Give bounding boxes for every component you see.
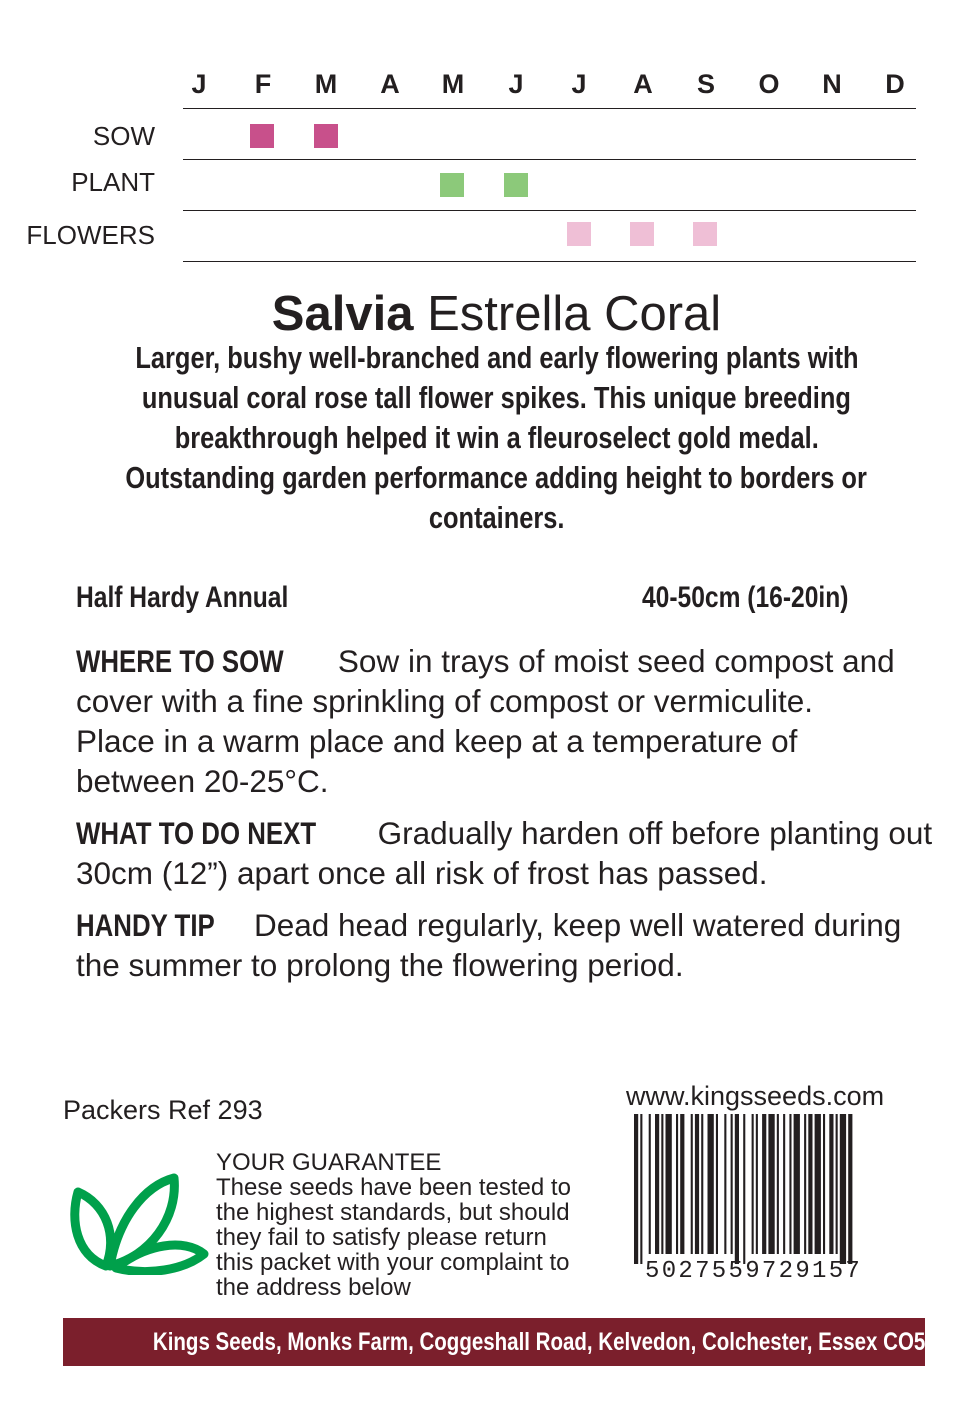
guarantee-line: they fail to satisfy please return: [216, 1224, 547, 1251]
guarantee-title: YOUR GUARANTEE: [216, 1149, 442, 1176]
month-label: A: [380, 69, 400, 99]
guarantee-line: the highest standards, but should: [216, 1199, 570, 1226]
description-line: Outstanding garden performance adding height to borders or: [125, 460, 868, 495]
calendar-row-label-flowers: FLOWERS: [26, 220, 155, 250]
month-label: J: [508, 69, 524, 99]
calendar-row-label-plant: PLANT: [71, 167, 155, 197]
website-url: www.kingsseeds.com: [626, 1081, 885, 1111]
footer-address-bar: [63, 1318, 973, 1366]
month-label: O: [758, 69, 780, 99]
handy-tip-text: Dead head regularly, keep well watered during: [245, 907, 902, 943]
calendar-row-label-sow: SOW: [92, 121, 155, 151]
product-variety: Estrella Coral: [427, 287, 722, 341]
what-to-do-next-heading: WHAT TO DO NEXT: [76, 815, 317, 851]
calendar-mark-flowers: [693, 222, 717, 246]
description-line: breakthrough helped it win a fleuroselect gold medal.: [174, 420, 819, 455]
handy-tip-heading: HANDY TIP: [76, 907, 215, 943]
calendar-mark-sow: [314, 124, 338, 148]
barcode-bars: [632, 1114, 922, 1264]
handy-tip-text: the summer to prolong the flowering period.: [76, 947, 684, 983]
calendar-divider: [183, 210, 916, 211]
month-label: N: [822, 69, 842, 99]
guarantee-line: These seeds have been tested to: [216, 1174, 571, 1201]
calendar-divider: [183, 159, 916, 160]
calendar-mark-plant: [440, 173, 464, 197]
month-label: D: [885, 69, 905, 99]
calendar-divider: [183, 108, 916, 109]
calendar-mark-plant: [504, 173, 528, 197]
month-label: M: [314, 69, 338, 99]
month-label: F: [254, 69, 272, 99]
description-line: Larger, bushy well-branched and early flowering plants with: [134, 340, 859, 375]
where-to-sow-text: cover with a fine sprinkling of compost or vermiculite.: [76, 683, 814, 719]
guarantee-line: this packet with your complaint to: [216, 1249, 570, 1276]
footer-address: Kings Seeds, Monks Farm, Coggeshall Road, Kelvedon, Colchester, Essex CO5 9PG: [152, 1328, 973, 1356]
where-to-sow-text: Sow in trays of moist seed compost and: [329, 643, 895, 679]
month-label: J: [191, 69, 207, 99]
where-to-sow-text: Place in a warm place and keep at a temperature of: [76, 723, 798, 759]
packers-ref: Packers Ref 293: [63, 1095, 263, 1125]
where-to-sow-heading: WHERE TO SOW: [76, 643, 284, 679]
where-to-sow-text: between 20-25°C.: [76, 763, 329, 799]
description-line: unusual coral rose tall flower spikes. This unique breeding: [141, 380, 852, 415]
calendar-divider: [183, 261, 916, 262]
description-line: containers.: [428, 500, 565, 535]
plant-type: Half Hardy Annual: [76, 581, 289, 614]
calendar-mark-flowers: [567, 222, 591, 246]
what-to-do-next-text: Gradually harden off before planting out: [368, 815, 933, 851]
leaf-logo-icon: [66, 1170, 211, 1275]
product-title: [0, 286, 973, 342]
month-label: A: [633, 69, 653, 99]
barcode-number: 5027559729157: [645, 1258, 863, 1285]
product-genus: Salvia: [271, 287, 414, 341]
calendar-mark-flowers: [630, 222, 654, 246]
plant-height: 40-50cm (16-20in): [642, 581, 849, 614]
month-label: J: [571, 69, 587, 99]
calendar-mark-sow: [250, 124, 274, 148]
guarantee-line: the address below: [216, 1274, 411, 1301]
what-to-do-next-text: 30cm (12”) apart once all risk of frost has passed.: [76, 855, 768, 891]
month-label: M: [441, 69, 465, 99]
month-label: S: [696, 69, 715, 99]
